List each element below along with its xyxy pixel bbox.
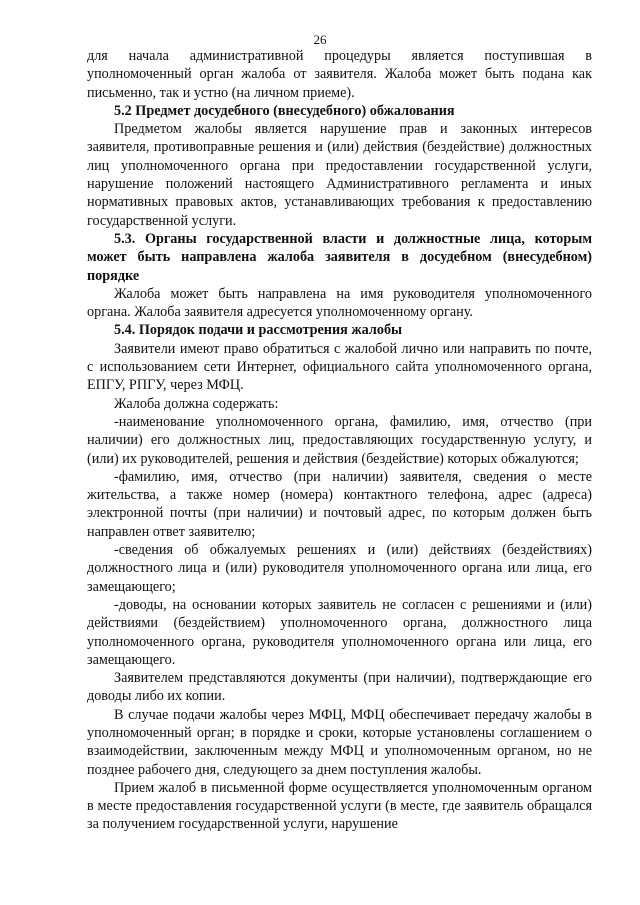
paragraph: Предметом жалобы является нарушение прав и законных интересов заявителя, противоправные решения и (или) действия (бездействие) должностных лиц уполномоченного органа при предоставлении государственной услуги, нарушение положений настоящего Административного регламента и иных нормативных правовых актов, устанавливающих требования к предоставлению государственной услуги. [87, 121, 592, 229]
list-item: -наименование уполномоченного органа, фамилию, имя, отчество (при наличии) его должностных лиц, предоставляющих государственную услугу, и (или) их руководителей, решения и действия (бездействие) которых обжалуются; [87, 413, 592, 467]
page-number: 26 [313, 32, 327, 47]
document-body [87, 47, 592, 834]
paragraph: Заявителем представляются документы (при наличии), подтверждающие его доводы либо их копии. [87, 670, 592, 705]
paragraph: Жалоба должна содержать: [114, 395, 279, 412]
section-heading-5-3: 5.3. Органы государственной власти и должностные лица, которым может быть направлена жалоба заявителя в досудебном (внесудебном) порядке [87, 230, 592, 284]
list-item: -фамилию, имя, отчество (при наличии) заявителя, сведения о месте жительства, а также номер (номера) контактного телефона, адрес (адреса) электронной почты (при наличии) и почтовый адрес, по которым должен быть направлен ответ заявителю; [87, 468, 592, 540]
section-heading-5-2: 5.2 Предмет досудебного (внесудебного) обжалования [114, 102, 455, 119]
section-heading-5-4: 5.4. Порядок подачи и рассмотрения жалобы [114, 322, 403, 339]
list-item: -доводы, на основании которых заявитель не согласен с решениями и (или) действиями (бездействием) уполномоченного органа, должностного лица уполномоченного органа, руководителя уполномоченного органа или лица, его замещающего. [87, 596, 592, 668]
paragraph: Прием жалоб в письменной форме осуществляется уполномоченным органом в месте предоставления государственной услуги (в месте, где заявитель обращался за получением государственной услуги, нарушение [87, 779, 592, 833]
paragraph: Жалоба может быть направлена на имя руководителя уполномоченного органа. Жалоба заявителя адресуется уполномоченному органу. [87, 285, 592, 321]
paragraph: Заявители имеют право обратиться с жалобой лично или направить по почте, с использованием сети Интернет, официального сайта уполномоченного органа, ЕПГУ, РПГУ, через МФЦ. [87, 340, 592, 394]
list-item: -сведения об обжалуемых решениях и (или) действиях (бездействиях) должностного лица и (или) руководителя уполномоченного органа или лица, его замещающего; [87, 542, 592, 595]
paragraph: для начала административной процедуры является поступившая в уполномоченный орган жалоба от заявителя. Жалоба может быть подана как письменно, так и устно (на личном приеме). [87, 48, 592, 101]
paragraph: В случае подачи жалобы через МФЦ, МФЦ обеспечивает передачу жалобы в уполномоченный орган; в порядке и сроки, которые установлены соглашением о взаимодействии, заключенным между МФЦ и уполномоченным органом, но не позднее рабочего дня, следующего за днем поступления жалобы. [87, 706, 592, 778]
